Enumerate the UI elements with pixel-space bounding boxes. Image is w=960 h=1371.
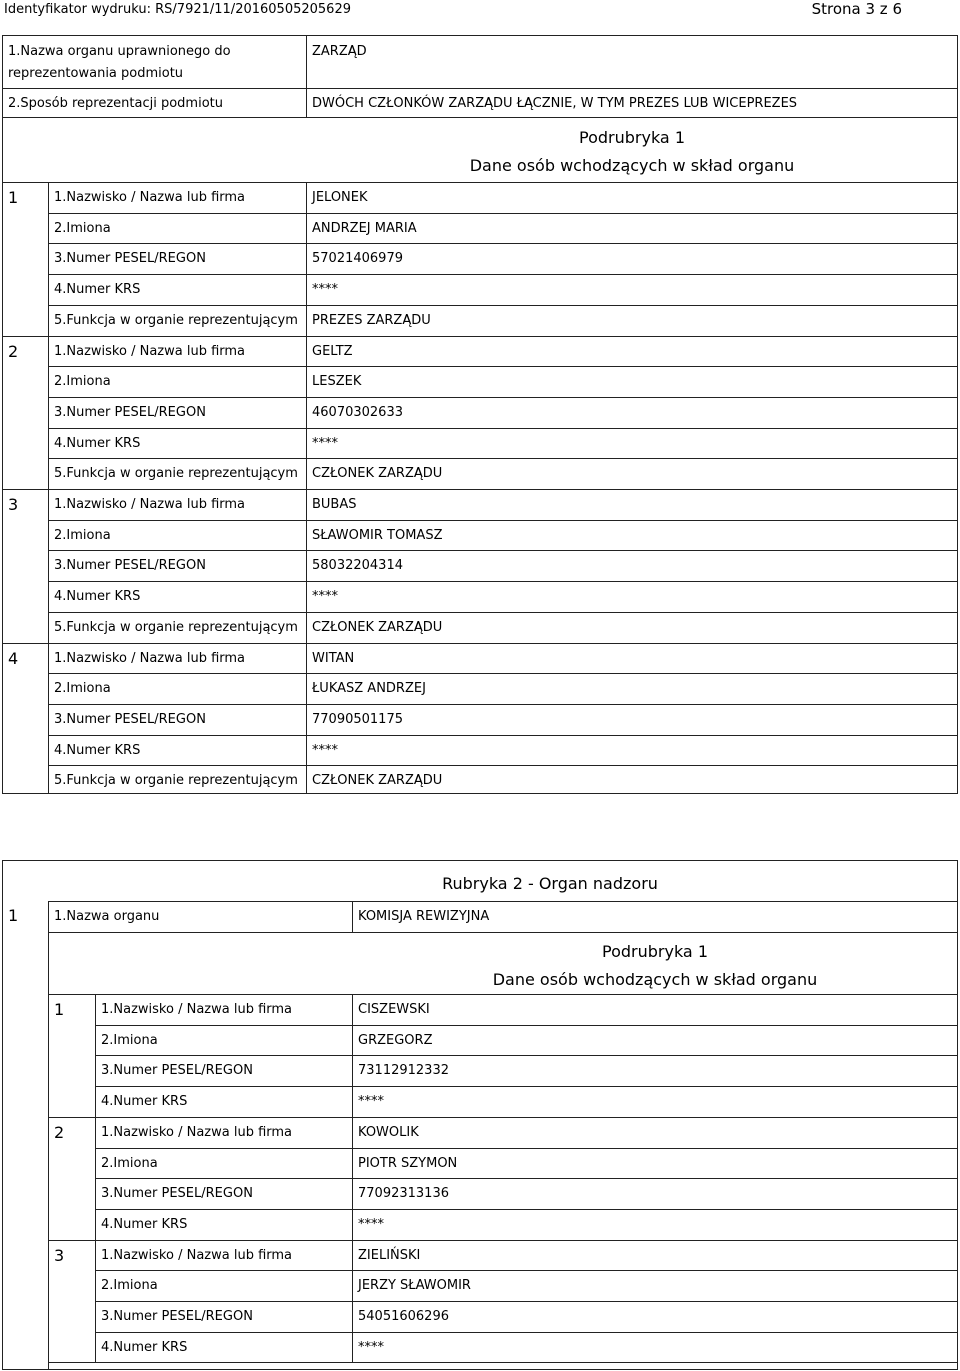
member-value-names: JERZY SŁAWOMIR: [358, 1278, 471, 1294]
member-value-surname: KOWOLIK: [358, 1124, 419, 1140]
member-label-surname: 1.Nazwisko / Nazwa lub firma: [101, 1002, 293, 1017]
member-value-surname: ZIELIŃSKI: [358, 1247, 421, 1263]
field-label-surname: 1.Nazwisko / Nazwa lub firma: [54, 343, 246, 359]
field-value-surname: WITAN: [312, 650, 355, 666]
field-label-names: 2.Imiona: [54, 527, 111, 543]
field-label-function: 5.Funkcja w organie reprezentującym: [54, 619, 298, 635]
field-label-pesel: 3.Numer PESEL/REGON: [54, 404, 206, 420]
field-value-surname: GELTZ: [312, 343, 353, 359]
field-label-names: 2.Imiona: [54, 374, 111, 390]
field-value-function: CZŁONEK ZARZĄDU: [312, 773, 443, 789]
member-value-pesel: 73112912332: [358, 1063, 449, 1079]
field-value-names: LESZEK: [312, 374, 362, 390]
field-value-names: ŁUKASZ ANDRZEJ: [312, 681, 426, 697]
field-value-krs: ****: [312, 282, 338, 298]
representation-value: DWÓCH CZŁONKÓW ZARZĄDU ŁĄCZNIE, W TYM PREZES LUB WICEPREZES: [312, 96, 798, 111]
member-label-krs: 4.Numer KRS: [101, 1339, 188, 1355]
organ-name-value: ZARZĄD: [312, 44, 367, 59]
field-label-surname: 1.Nazwisko / Nazwa lub firma: [54, 497, 246, 512]
field-value-krs: ****: [312, 589, 338, 605]
person-number: 2: [8, 341, 19, 361]
field-value-names: ANDRZEJ MARIA: [312, 220, 417, 236]
representation-label: 2.Sposób reprezentacji podmiotu: [8, 96, 223, 111]
section2-subsection-title: Podrubryka 1 Dane osób wchodzących w skład organu: [492, 942, 818, 989]
field-label-function: 5.Funkcja w organie reprezentującym: [54, 773, 298, 789]
person-number: 3: [8, 495, 19, 514]
field-value-surname: BUBAS: [312, 497, 357, 512]
field-value-names: SŁAWOMIR TOMASZ: [312, 527, 443, 543]
member-value-pesel: 77092313136: [358, 1186, 449, 1202]
section2-title: Rubryka 2 - Organ nadzoru: [442, 874, 658, 893]
section2-row-number: 1: [8, 906, 19, 925]
field-value-krs: ****: [312, 435, 338, 451]
field-label-krs: 4.Numer KRS: [54, 589, 141, 605]
member-value-names: PIOTR SZYMON: [358, 1155, 458, 1171]
supervisory-organ-value: KOMISJA REWIZYJNA: [358, 909, 490, 924]
member-value-krs: ****: [358, 1339, 384, 1355]
field-value-surname: JELONEK: [312, 190, 368, 205]
field-label-krs: 4.Numer KRS: [54, 435, 141, 451]
page-header: [0, 0, 960, 20]
field-value-pesel: 57021406979: [312, 251, 403, 267]
field-label-pesel: 3.Numer PESEL/REGON: [54, 251, 206, 267]
member-label-names: 2.Imiona: [101, 1278, 158, 1294]
member-label-pesel: 3.Numer PESEL/REGON: [101, 1309, 253, 1324]
person-number: 4: [8, 648, 19, 668]
field-value-pesel: 46070302633: [312, 404, 403, 420]
field-label-function: 5.Funkcja w organie reprezentującym: [54, 312, 298, 328]
field-label-krs: 4.Numer KRS: [54, 282, 141, 298]
field-value-function: PREZES ZARZĄDU: [312, 312, 431, 328]
field-value-function: CZŁONEK ZARZĄDU: [312, 466, 443, 482]
member-label-surname: 1.Nazwisko / Nazwa lub firma: [101, 1124, 293, 1140]
field-label-surname: 1.Nazwisko / Nazwa lub firma: [54, 650, 246, 666]
field-value-krs: ****: [312, 742, 338, 758]
member-number: 3: [54, 1245, 65, 1265]
member-label-krs: 4.Numer KRS: [101, 1094, 188, 1110]
supervisory-organ-label: 1.Nazwa organu: [54, 909, 160, 924]
field-label-function: 5.Funkcja w organie reprezentującym: [54, 466, 298, 482]
field-value-pesel: 77090501175: [312, 711, 403, 727]
organ-name-label: 1.Nazwa organu uprawnionego do reprezentowania podmiotu: [8, 44, 231, 81]
field-label-names: 2.Imiona: [54, 681, 111, 697]
subsection-title: Podrubryka 1 Dane osób wchodzących w skład organu: [469, 128, 795, 175]
field-value-pesel: 58032204314: [312, 558, 403, 574]
member-label-names: 2.Imiona: [101, 1155, 158, 1171]
field-label-krs: 4.Numer KRS: [54, 742, 141, 758]
member-label-krs: 4.Numer KRS: [101, 1216, 188, 1232]
field-label-surname: 1.Nazwisko / Nazwa lub firma: [54, 190, 246, 205]
member-number: 2: [54, 1122, 65, 1142]
member-value-pesel: 54051606296: [358, 1309, 449, 1324]
member-value-krs: ****: [358, 1094, 384, 1110]
member-label-surname: 1.Nazwisko / Nazwa lub firma: [101, 1247, 293, 1263]
field-value-function: CZŁONEK ZARZĄDU: [312, 619, 443, 635]
person-number: 1: [8, 188, 19, 207]
member-value-krs: ****: [358, 1216, 384, 1232]
print-identifier: Identyfikator wydruku: RS/7921/11/20160505205629: [4, 2, 351, 17]
member-label-pesel: 3.Numer PESEL/REGON: [101, 1186, 253, 1202]
member-value-names: GRZEGORZ: [358, 1032, 433, 1048]
member-value-surname: CISZEWSKI: [358, 1002, 430, 1017]
member-label-names: 2.Imiona: [101, 1032, 158, 1048]
page-number: Strona 3 z 6: [811, 0, 902, 18]
member-label-pesel: 3.Numer PESEL/REGON: [101, 1063, 253, 1079]
field-label-pesel: 3.Numer PESEL/REGON: [54, 711, 206, 727]
field-label-pesel: 3.Numer PESEL/REGON: [54, 558, 206, 574]
member-number: 1: [54, 1000, 65, 1019]
field-label-names: 2.Imiona: [54, 220, 111, 236]
